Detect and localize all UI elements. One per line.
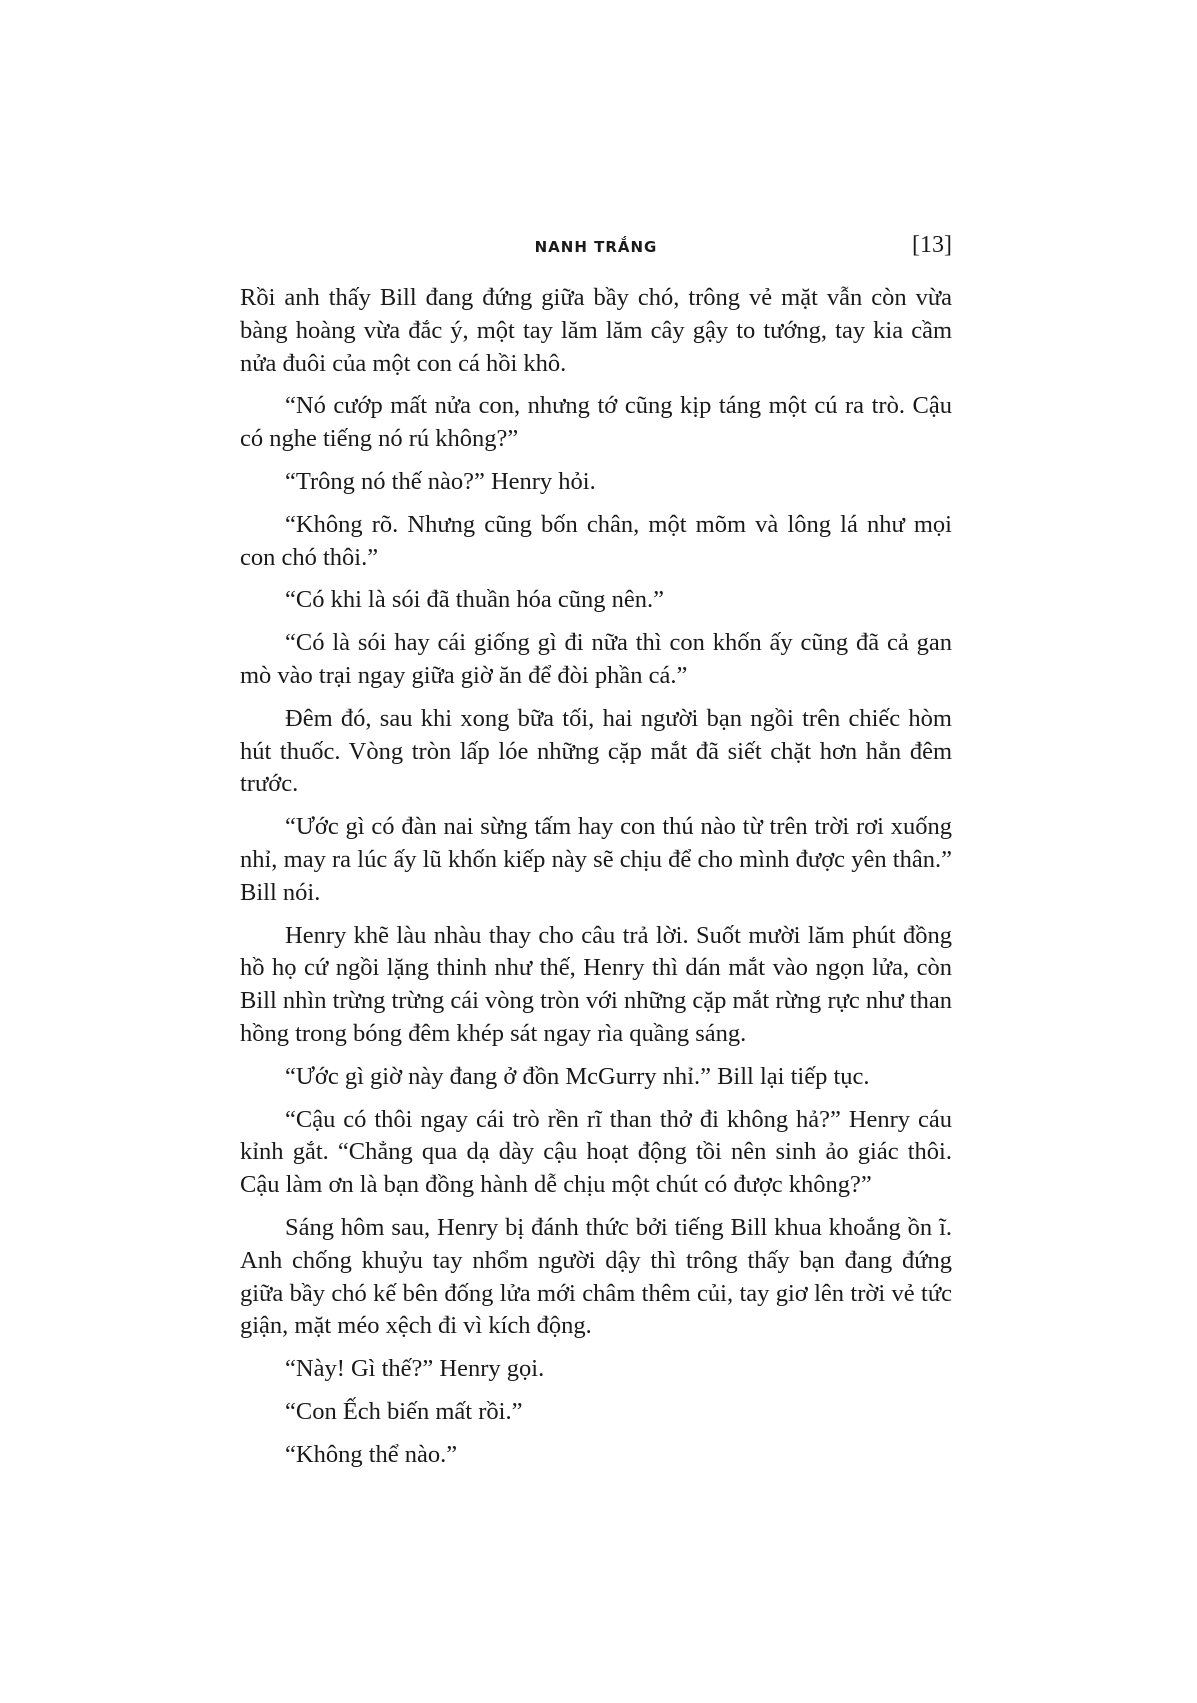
paragraph: “Cậu có thôi ngay cái trò rền rĩ than thở đi không hả?” Henry cáu kỉnh gắt. “Chẳng qua dạ dày cậu hoạt động tồi nên sinh ảo giác thôi. Cậu làm ơn là bạn đồng hành dễ chịu một chút có được không?” bbox=[240, 1105, 952, 1199]
paragraph: “Ước gì có đàn nai sừng tấm hay con thú nào từ trên trời rơi xuống nhỉ, may ra lúc ấy lũ khốn kiếp này sẽ chịu để cho mình được yên thân.” Bill nói. bbox=[240, 813, 952, 906]
body-text bbox=[240, 282, 952, 1482]
paragraph: “Con Ếch biến mất rồi.” bbox=[285, 1397, 523, 1425]
paragraph: “Trông nó thế nào?” Henry hỏi. bbox=[285, 467, 596, 495]
paragraph: “Không thể nào.” bbox=[285, 1440, 458, 1468]
page-number: [13] bbox=[912, 232, 952, 258]
paragraph: “Có là sói hay cái giống gì đi nữa thì con khốn ấy cũng đã cả gan mò vào trại ngay giữa giờ ăn để đòi phần cá.” bbox=[240, 629, 952, 689]
paragraph: Đêm đó, sau khi xong bữa tối, hai người bạn ngồi trên chiếc hòm hút thuốc. Vòng tròn lấp lóe những cặp mắt đã siết chặt hơn hẳn đêm trước. bbox=[240, 704, 952, 798]
paragraph: “Này! Gì thế?” Henry gọi. bbox=[285, 1355, 545, 1383]
paragraph: Rồi anh thấy Bill đang đứng giữa bầy chó, trông vẻ mặt vẫn còn vừa bàng hoàng vừa đắc ý, một tay lăm lăm cây gậy to tướng, tay kia cầm nửa đuôi của một con cá hồi khô. bbox=[240, 284, 952, 377]
paragraph: “Có khi là sói đã thuần hóa cũng nên.” bbox=[285, 586, 664, 614]
paragraph: Sáng hôm sau, Henry bị đánh thức bởi tiếng Bill khua khoắng ồn ĩ. Anh chống khuỷu tay nhổm người dậy thì trông thấy bạn đang đứng giữa bầy chó kế bên đống lửa mới châm thêm củi, tay giơ lên trời vẻ tức giận, mặt méo xệch đi vì kích động. bbox=[240, 1213, 952, 1340]
paragraph: Henry khẽ làu nhàu thay cho câu trả lời. Suốt mười lăm phút đồng hồ họ cứ ngồi lặng thinh như thế, Henry thì dán mắt vào ngọn lửa, còn Bill nhìn trừng trừng cái vòng tròn với những cặp mắt rừng rực như than hồng trong bóng đêm khép sát ngay rìa quầng sáng. bbox=[240, 921, 952, 1047]
paragraph: “Không rõ. Nhưng cũng bốn chân, một mõm và lông lá như mọi con chó thôi.” bbox=[240, 510, 952, 571]
paragraph: “Ước gì giờ này đang ở đồn McGurry nhỉ.” Bill lại tiếp tục. bbox=[285, 1062, 870, 1090]
book-title: NANH TRẮNG bbox=[534, 238, 658, 256]
running-header bbox=[240, 232, 952, 266]
paragraph: “Nó cướp mất nửa con, nhưng tớ cũng kịp táng một cú ra trò. Cậu có nghe tiếng nó rú không?” bbox=[240, 392, 952, 453]
